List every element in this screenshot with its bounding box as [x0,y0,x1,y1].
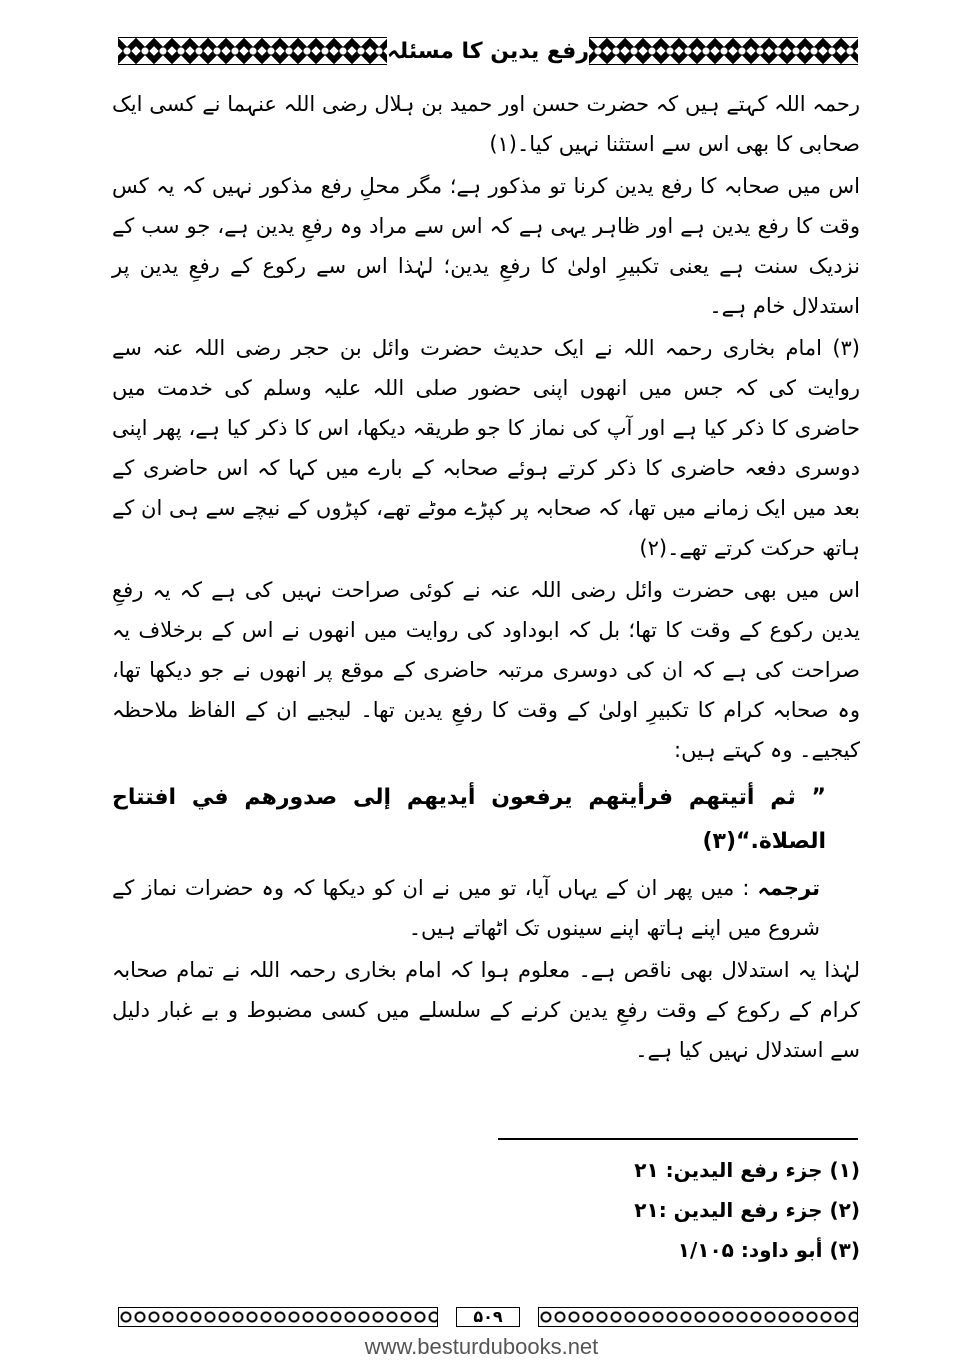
conclusion-paragraph: لہٰذا یہ استدلال بھی ناقص ہے۔ معلوم ہوا کہ امام بخاری رحمہ اللہ نے تمام صحابہ کرام کے رکوع کے وقت رفعِ یدین کرنے کے سلسلے میں کسی مضبوط و بے غبار دلیل سے استدلال نہیں کیا ہے۔ [112,958,860,1062]
footnote-1: (۱) جزء رفع اليدين: ۲۱ [634,1158,860,1182]
footnote-3: (۳) أبو داود: ۱/۱۰۵ [677,1238,860,1262]
footnote-divider [498,1138,858,1140]
footnotes [498,1150,860,1270]
page-footer [118,1306,858,1328]
paragraph-2: اس میں صحابہ کا رفع یدین کرنا تو مذکور ہے؛ مگر محلِ رفع مذکور نہیں کہ یہ کس وقت کا رفع یدین ہے اور ظاہر یہی ہے کہ اس سے مراد وہ رفعِ یدین ہے، جو سب کے نزدیک سنت ہے یعنی تکبیرِ اولیٰ کا رفعِ یدین؛ لہٰذا اس سے رکوع کے رفعِ یدین پر استدلال خام ہے۔ [112,174,860,318]
page-header [118,34,858,68]
footnote-2: (۲) جزء رفع اليدين :۲۱ [634,1198,860,1222]
arabic-quote: ” ثم أتيتهم فرأيتهم يرفعون أيديهم إلى صدورهم في افتتاح الصلاة.“(۳) [112,785,826,854]
website-watermark: www.besturdubooks.net [364,1334,599,1359]
translation-text: : میں پھر ان کے یہاں آیا، تو میں نے ان کو دیکھا کہ وہ حضرات نماز کے شروع میں اپنے ہاتھ اپنے سینوں تک اٹھاتے ہیں۔ [112,876,820,940]
header-ornament-right [589,37,858,65]
paragraph-1: رحمہ اللہ کہتے ہیں کہ حضرت حسن اور حمید بن ہلال رضی اللہ عنہما نے کسی ایک صحابی کا بھی اس سے استثنا نہیں کیا۔(۱) [112,92,860,156]
footer-ornament-right [538,1307,858,1327]
paragraph-4: اس میں بھی حضرت وائل رضی اللہ عنہ نے کوئی صراحت نہیں کی ہے کہ یہ رفعِ یدین رکوع کے وقت کا تھا؛ بل کہ ابوداود کی روایت میں انھوں نے اس کے برخلاف یہ صراحت کی ہے کہ ان کی دوسری مرتبہ حاضری کے موقع پر انھوں نے جو دیکھا تھا، وہ صحابہ کرام کا تکبیرِ اولیٰ کے وقت کا رفعِ یدین تھا۔ لیجیے ان کے الفاظ ملاحظہ کیجیے۔ وہ کہتے ہیں: [112,578,860,762]
translation-tag: ترجمہ [757,876,820,900]
translation [112,868,860,948]
running-title: رفع یدین کا مسئلہ [386,38,590,64]
paragraph-3: (۳) امام بخاری رحمہ اللہ نے ایک حدیث حضرت وائل بن حجر رضی اللہ عنہ سے روایت کی کہ جس میں انھوں اپنی حضور صلی اللہ علیہ وسلم کی خدمت میں حاضری کا ذکر کیا ہے اور آپ کی نماز کا جو طریقہ دیکھا، اس کا ذکر کیا ہے، پھر اپنی دوسری دفعہ حاضری کا ذکر کرتے ہوئے صحابہ کے بارے میں کہا کہ اس حاضری کے بعد میں ایک زمانے میں تھا، کہ صحابہ پر کپڑے موٹے تھے، کپڑوں کے نیچے سے ہی ان کے ہاتھ حرکت کرتے تھے۔(۲) [112,336,860,560]
footer-ornament-left [118,1307,438,1327]
page-number: ۵۰۹ [456,1307,520,1327]
header-ornament-left [118,37,387,65]
main-text [112,84,860,1072]
